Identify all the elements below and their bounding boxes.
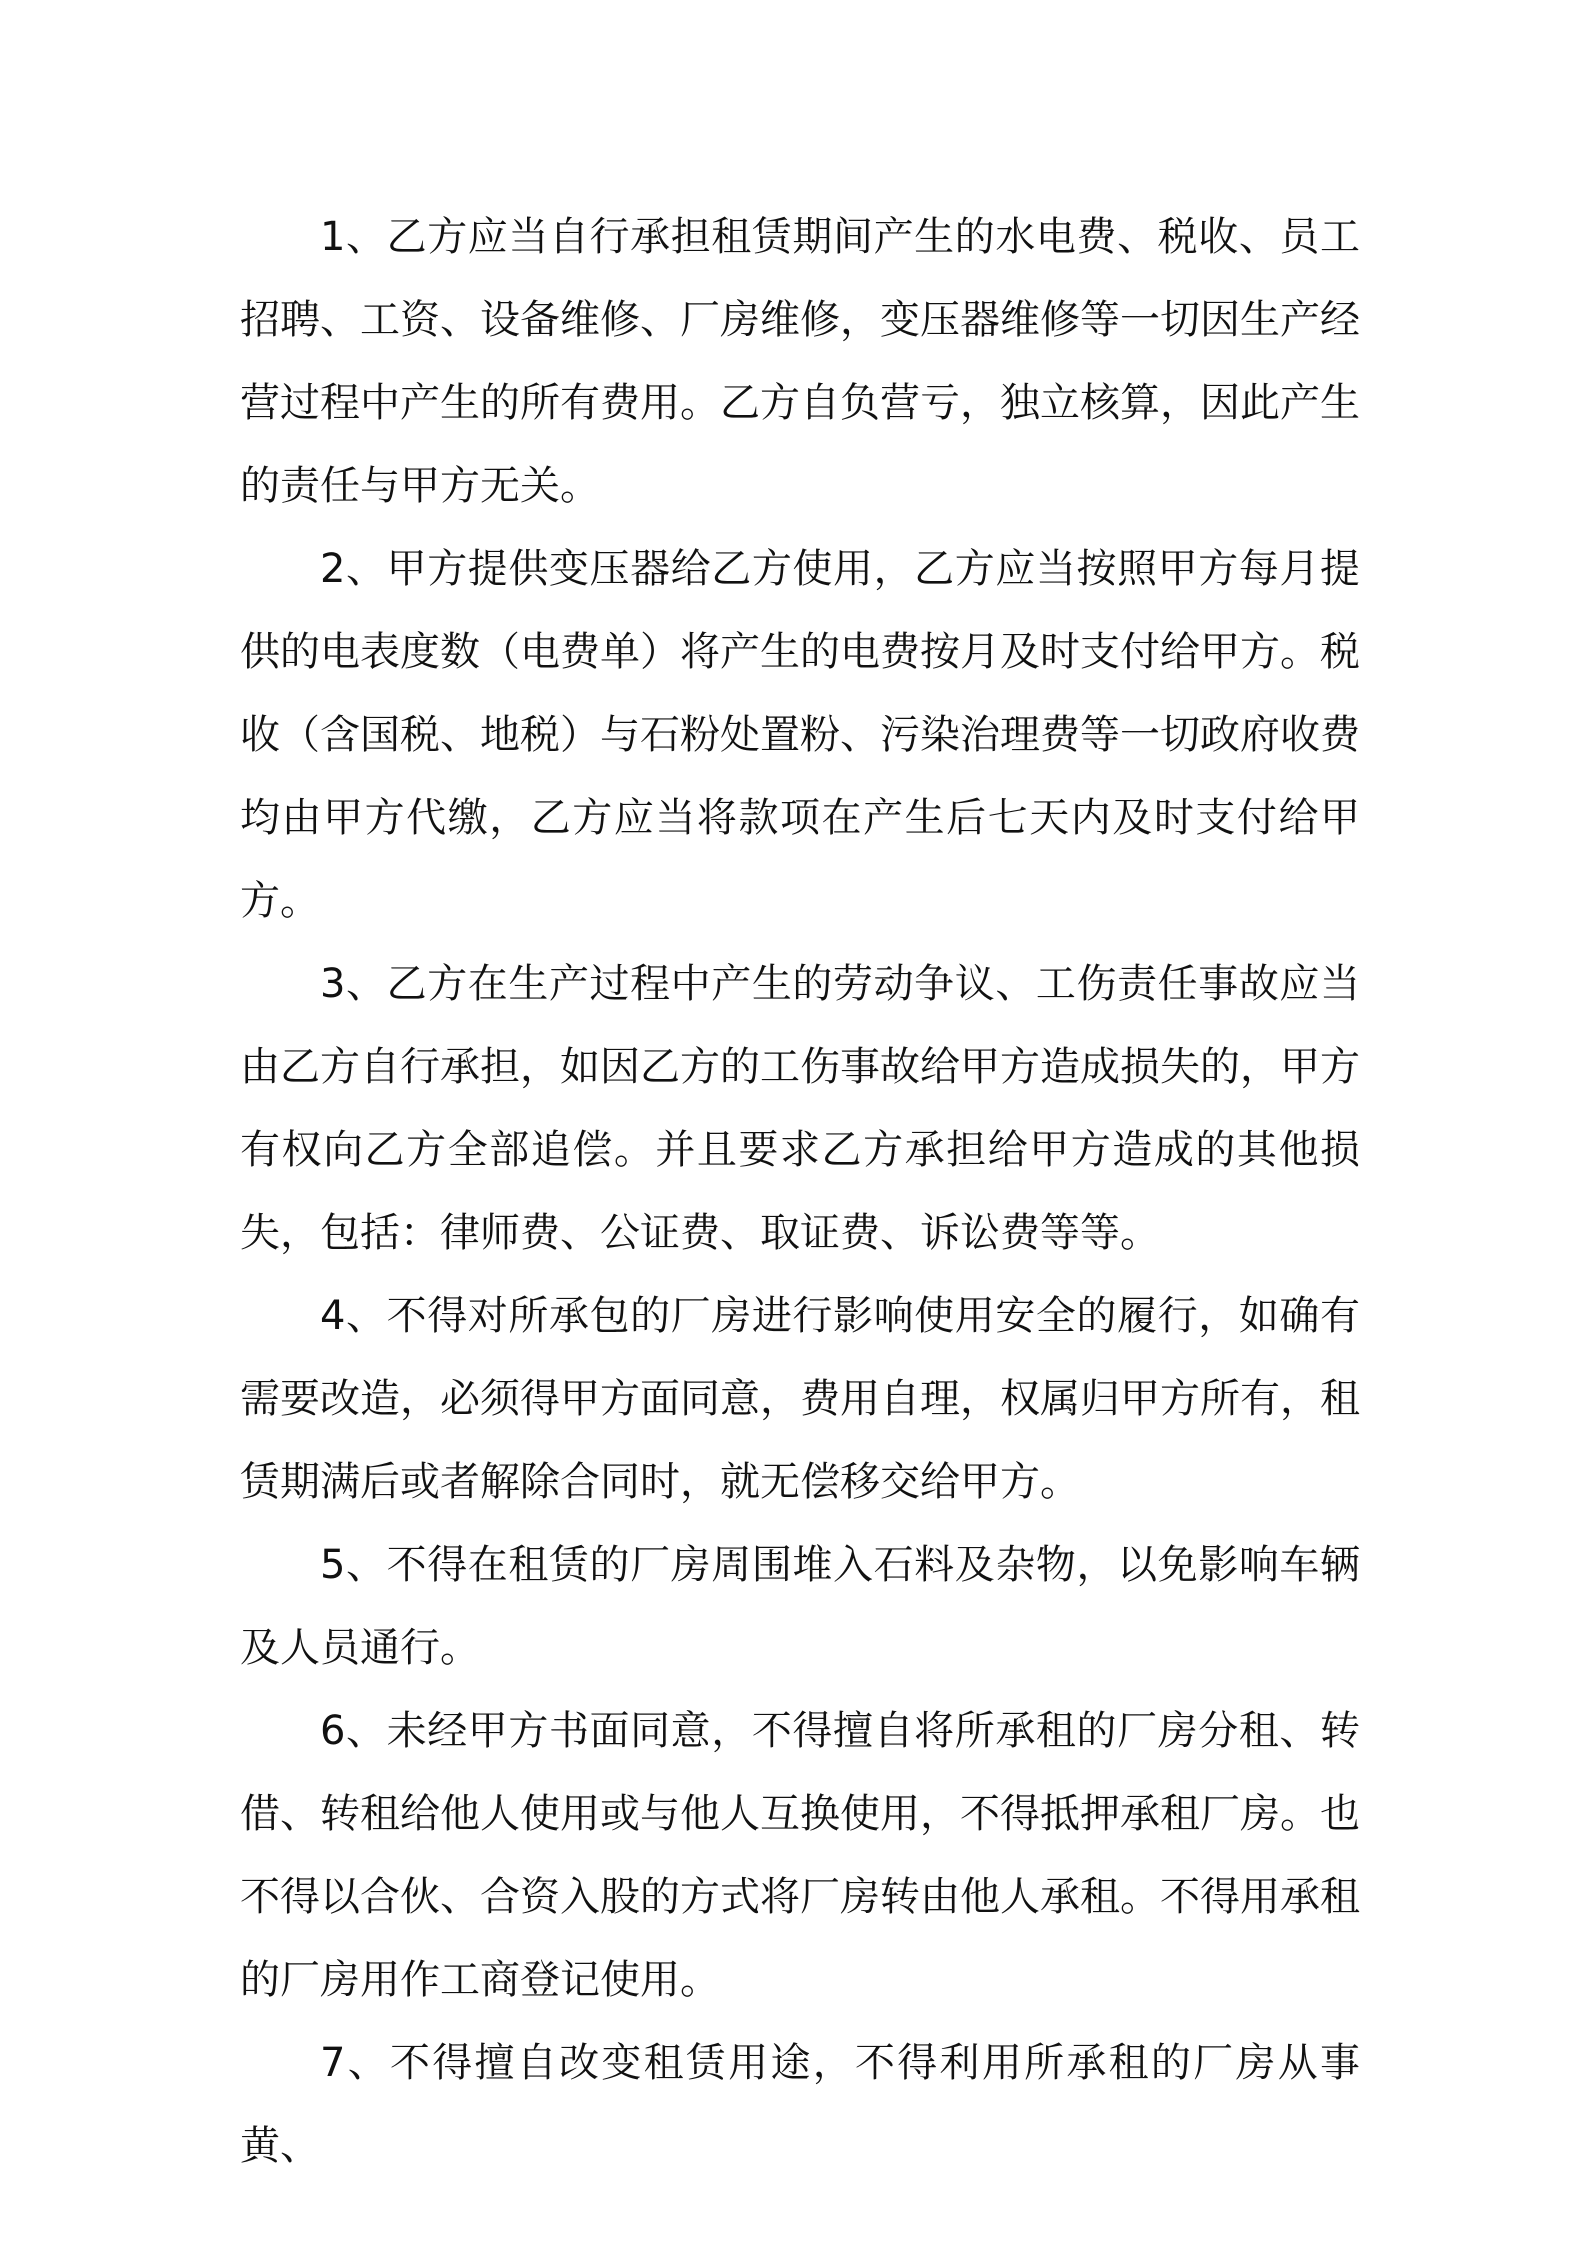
clause-4: 4、不得对所承包的厂房进行影响使用安全的履行，如确有需要改造，必须得甲方面同意，费用自理，权属归甲方所有，租赁期满后或者解除合同时，就无偿移交给甲方。: [240, 1293, 1360, 1505]
clause-1: 1、乙方应当自行承担租赁期间产生的水电费、税收、员工招聘、工资、设备维修、厂房维修，变压器维修等一切因生产经营过程中产生的所有费用。乙方自负营亏，独立核算，因此产生的责任与甲方无关。: [240, 214, 1360, 509]
clause-2: 2、甲方提供变压器给乙方使用，乙方应当按照甲方每月提供的电表度数（电费单）将产生的电费按月及时支付给甲方。税收（含国税、地税）与石粉处置粉、污染治理费等一切政府收费均由甲方代缴，乙方应当将款项在产生后七天内及时支付给甲方。: [240, 546, 1360, 924]
clause-6: 6、未经甲方书面同意，不得擅自将所承租的厂房分租、转借、转租给他人使用或与他人互换使用，不得抵押承租厂房。也不得以合伙、合资入股的方式将厂房转由他人承租。不得用承租的厂房用作工商登记使用。: [240, 1708, 1360, 2003]
clause-5: 5、不得在租赁的厂房周围堆入石料及杂物，以免影响车辆及人员通行。: [240, 1542, 1360, 1671]
clause-3: 3、乙方在生产过程中产生的劳动争议、工伤责任事故应当由乙方自行承担，如因乙方的工伤事故给甲方造成损失的，甲方有权向乙方全部追偿。并且要求乙方承担给甲方造成的其他损失，包括：律师费、公证费、取证费、诉讼费等等。: [240, 961, 1360, 1256]
document-body: [240, 196, 1360, 2188]
clause-7: 7、不得擅自改变租赁用途，不得利用所承租的厂房从事黄、: [240, 2040, 1360, 2169]
